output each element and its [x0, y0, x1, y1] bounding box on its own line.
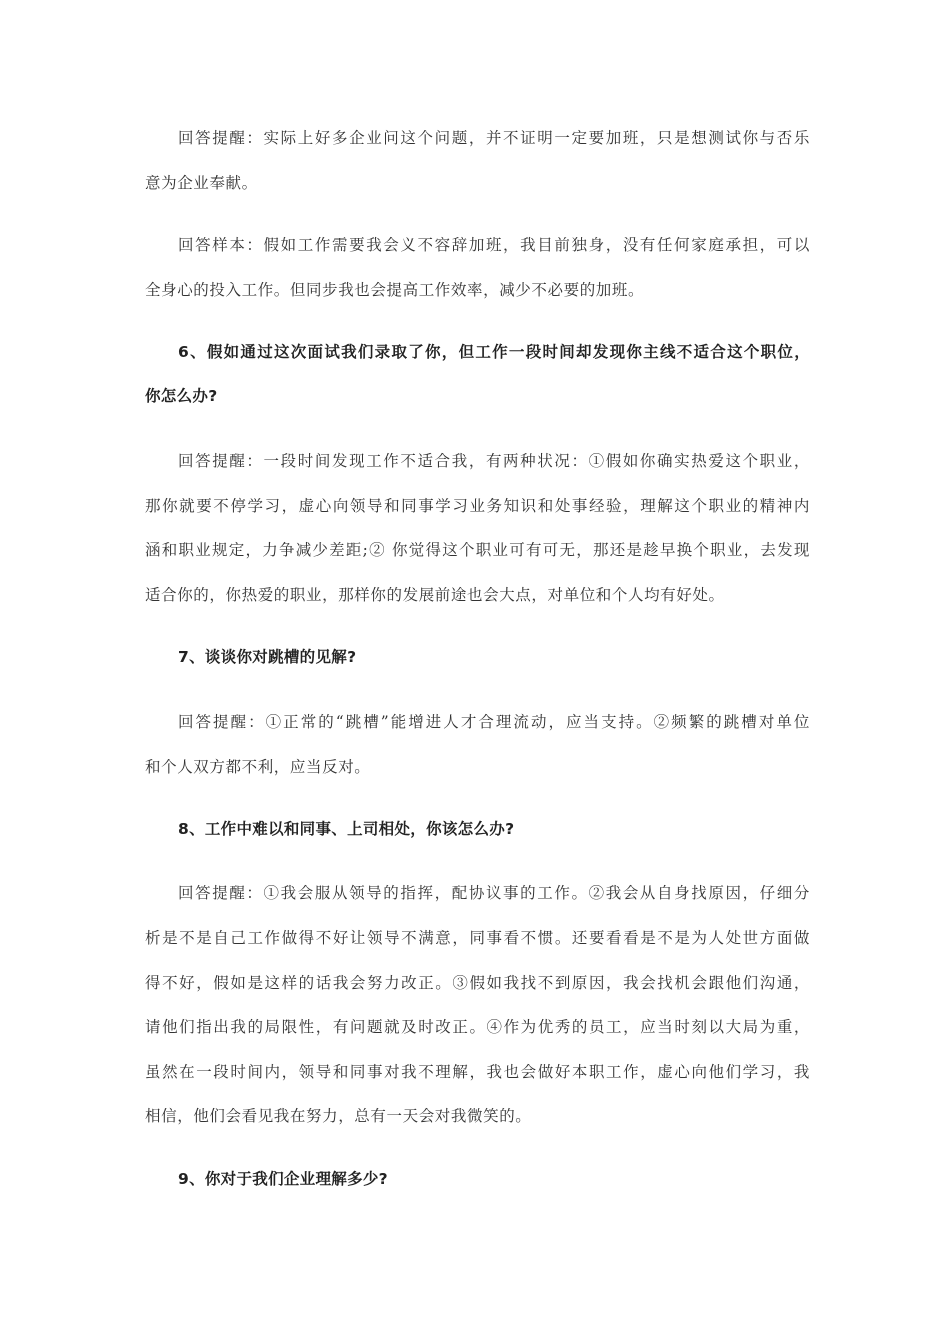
answer-tip-6-line-3: 涵和职业规定，力争减少差距;② 你觉得这个职业可有可无，那还是趁早换个职业，去发现 — [145, 541, 810, 559]
question-8-heading: 8、工作中难以和同事、上司相处，你该怎么办? — [178, 820, 515, 838]
answer-tip-7-line-1: 回答提醒：①正常的“跳槽”能增进人才合理流动，应当支持。②频繁的跳槽对单位 — [178, 713, 810, 731]
answer-tip-8-line-3: 得不好，假如是这样的话我会努力改正。③假如我找不到原因，我会找机会跟他们沟通， — [145, 974, 810, 992]
question-6-heading-line-2: 你怎么办? — [145, 387, 218, 405]
answer-tip-5-line-2: 意为企业奉献。 — [145, 174, 258, 192]
question-9-heading: 9、你对于我们企业理解多少? — [178, 1170, 388, 1188]
question-7-heading: 7、谈谈你对跳槽的见解? — [178, 648, 357, 666]
answer-sample-5-line-2: 全身心的投入工作。但同步我也会提高工作效率，减少不必要的加班。 — [145, 281, 645, 299]
answer-sample-5-line-1: 回答样本：假如工作需要我会义不容辞加班，我目前独身，没有任何家庭承担，可以 — [178, 236, 810, 254]
question-6-heading-line-1: 6、假如通过这次面试我们录取了你，但工作一段时间却发现你主线不适合这个职位， — [178, 343, 810, 361]
answer-tip-6-line-2: 那你就要不停学习，虚心向领导和同事学习业务知识和处事经验，理解这个职业的精神内 — [145, 497, 810, 515]
answer-tip-5-line-1: 回答提醒：实际上好多企业问这个问题，并不证明一定要加班，只是想测试你与否乐 — [178, 129, 810, 147]
answer-tip-6-line-1: 回答提醒：一段时间发现工作不适合我，有两种状况：①假如你确实热爱这个职业， — [178, 452, 810, 470]
answer-tip-6-line-4: 适合你的，你热爱的职业，那样你的发展前途也会大点，对单位和个人均有好处。 — [145, 586, 725, 604]
answer-tip-8-line-2: 析是不是自己工作做得不好让领导不满意，同事看不惯。还要看看是不是为人处世方面做 — [145, 929, 810, 947]
answer-tip-8-line-1: 回答提醒：①我会服从领导的指挥，配协议事的工作。②我会从自身找原因，仔细分 — [178, 884, 810, 902]
answer-tip-8-line-6: 相信，他们会看见我在努力，总有一天会对我微笑的。 — [145, 1107, 532, 1125]
answer-tip-7-line-2: 和个人双方都不利，应当反对。 — [145, 758, 371, 776]
answer-tip-8-line-5: 虽然在一段时间内，领导和同事对我不理解，我也会做好本职工作，虚心向他们学习，我 — [145, 1063, 810, 1081]
answer-tip-8-line-4: 请他们指出我的局限性，有问题就及时改正。④作为优秀的员工，应当时刻以大局为重， — [145, 1018, 810, 1036]
